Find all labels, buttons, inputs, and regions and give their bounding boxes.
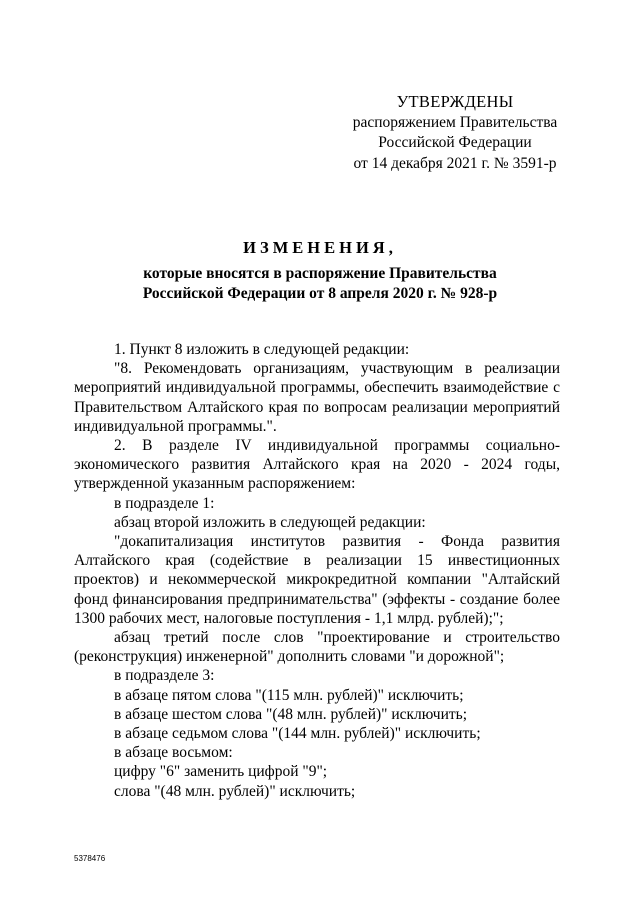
paragraph: в подразделе 1: xyxy=(114,494,215,512)
approval-line-1: распоряжением Правительства xyxy=(352,113,558,131)
approval-title: УТВЕРЖДЕНЫ xyxy=(396,92,514,111)
paragraph: в абзаце пятом слова "(115 млн. рублей)" исключить; xyxy=(114,686,464,704)
document-code: 5378476 xyxy=(74,854,106,863)
document-subtitle xyxy=(60,264,580,304)
paragraph: слова "(48 млн. рублей)" исключить; xyxy=(114,782,356,800)
document-subtitle-line-1: которые вносятся в распоряжение Правительства xyxy=(143,265,497,282)
approval-block xyxy=(340,92,570,174)
document-subtitle-line-2: Российской Федерации от 8 апреля 2020 г. № 928-р xyxy=(142,285,498,302)
document-body xyxy=(74,340,560,801)
approval-line-2: Российской Федерации xyxy=(378,134,532,151)
approval-line-3: от 14 декабря 2021 г. № 3591-р xyxy=(353,154,557,172)
paragraph: в абзаце седьмом слова "(144 млн. рублей)" исключить; xyxy=(114,725,481,743)
paragraph: "докапитализация институтов развития - Фонда развития Алтайского края (содействие в реализации 15 инвестиционных проектов) и некоммерческой микрокредитной компании "Алтайский фонд финансирования предпринимательства" (эффекты - создание более 1300 рабочих мест, налоговые поступления - 1,1 млрд. рублей);"; xyxy=(74,533,560,627)
paragraph: в подразделе 3: xyxy=(114,667,215,685)
paragraph: 1. Пункт 8 изложить в следующей редакции: xyxy=(114,341,410,358)
paragraph: в абзаце шестом слова "(48 млн. рублей)" исключить; xyxy=(114,705,468,723)
paragraph: "8. Рекомендовать организациям, участвующим в реализации мероприятий индивидуальной программы, обеспечить взаимодействие с Правительством Алтайского края по вопросам реализации мероприятий индивидуальной программы.". xyxy=(74,360,560,435)
paragraph: 2. В разделе IV индивидуальной программы социально-экономического развития Алтайского края на 2020 - 2024 годы, утвержденной указанным распоряжением: xyxy=(74,437,560,493)
paragraph: цифру "6" заменить цифрой "9"; xyxy=(114,763,328,781)
document-title: ИЗМЕНЕНИЯ, xyxy=(243,238,397,257)
paragraph: абзац третий после слов "проектирование и строительство (реконструкция) инженерной" дополнить словами "и дорожной"; xyxy=(74,629,560,666)
paragraph: в абзаце восьмом: xyxy=(114,744,233,762)
paragraph: абзац второй изложить в следующей редакции: xyxy=(114,513,426,531)
